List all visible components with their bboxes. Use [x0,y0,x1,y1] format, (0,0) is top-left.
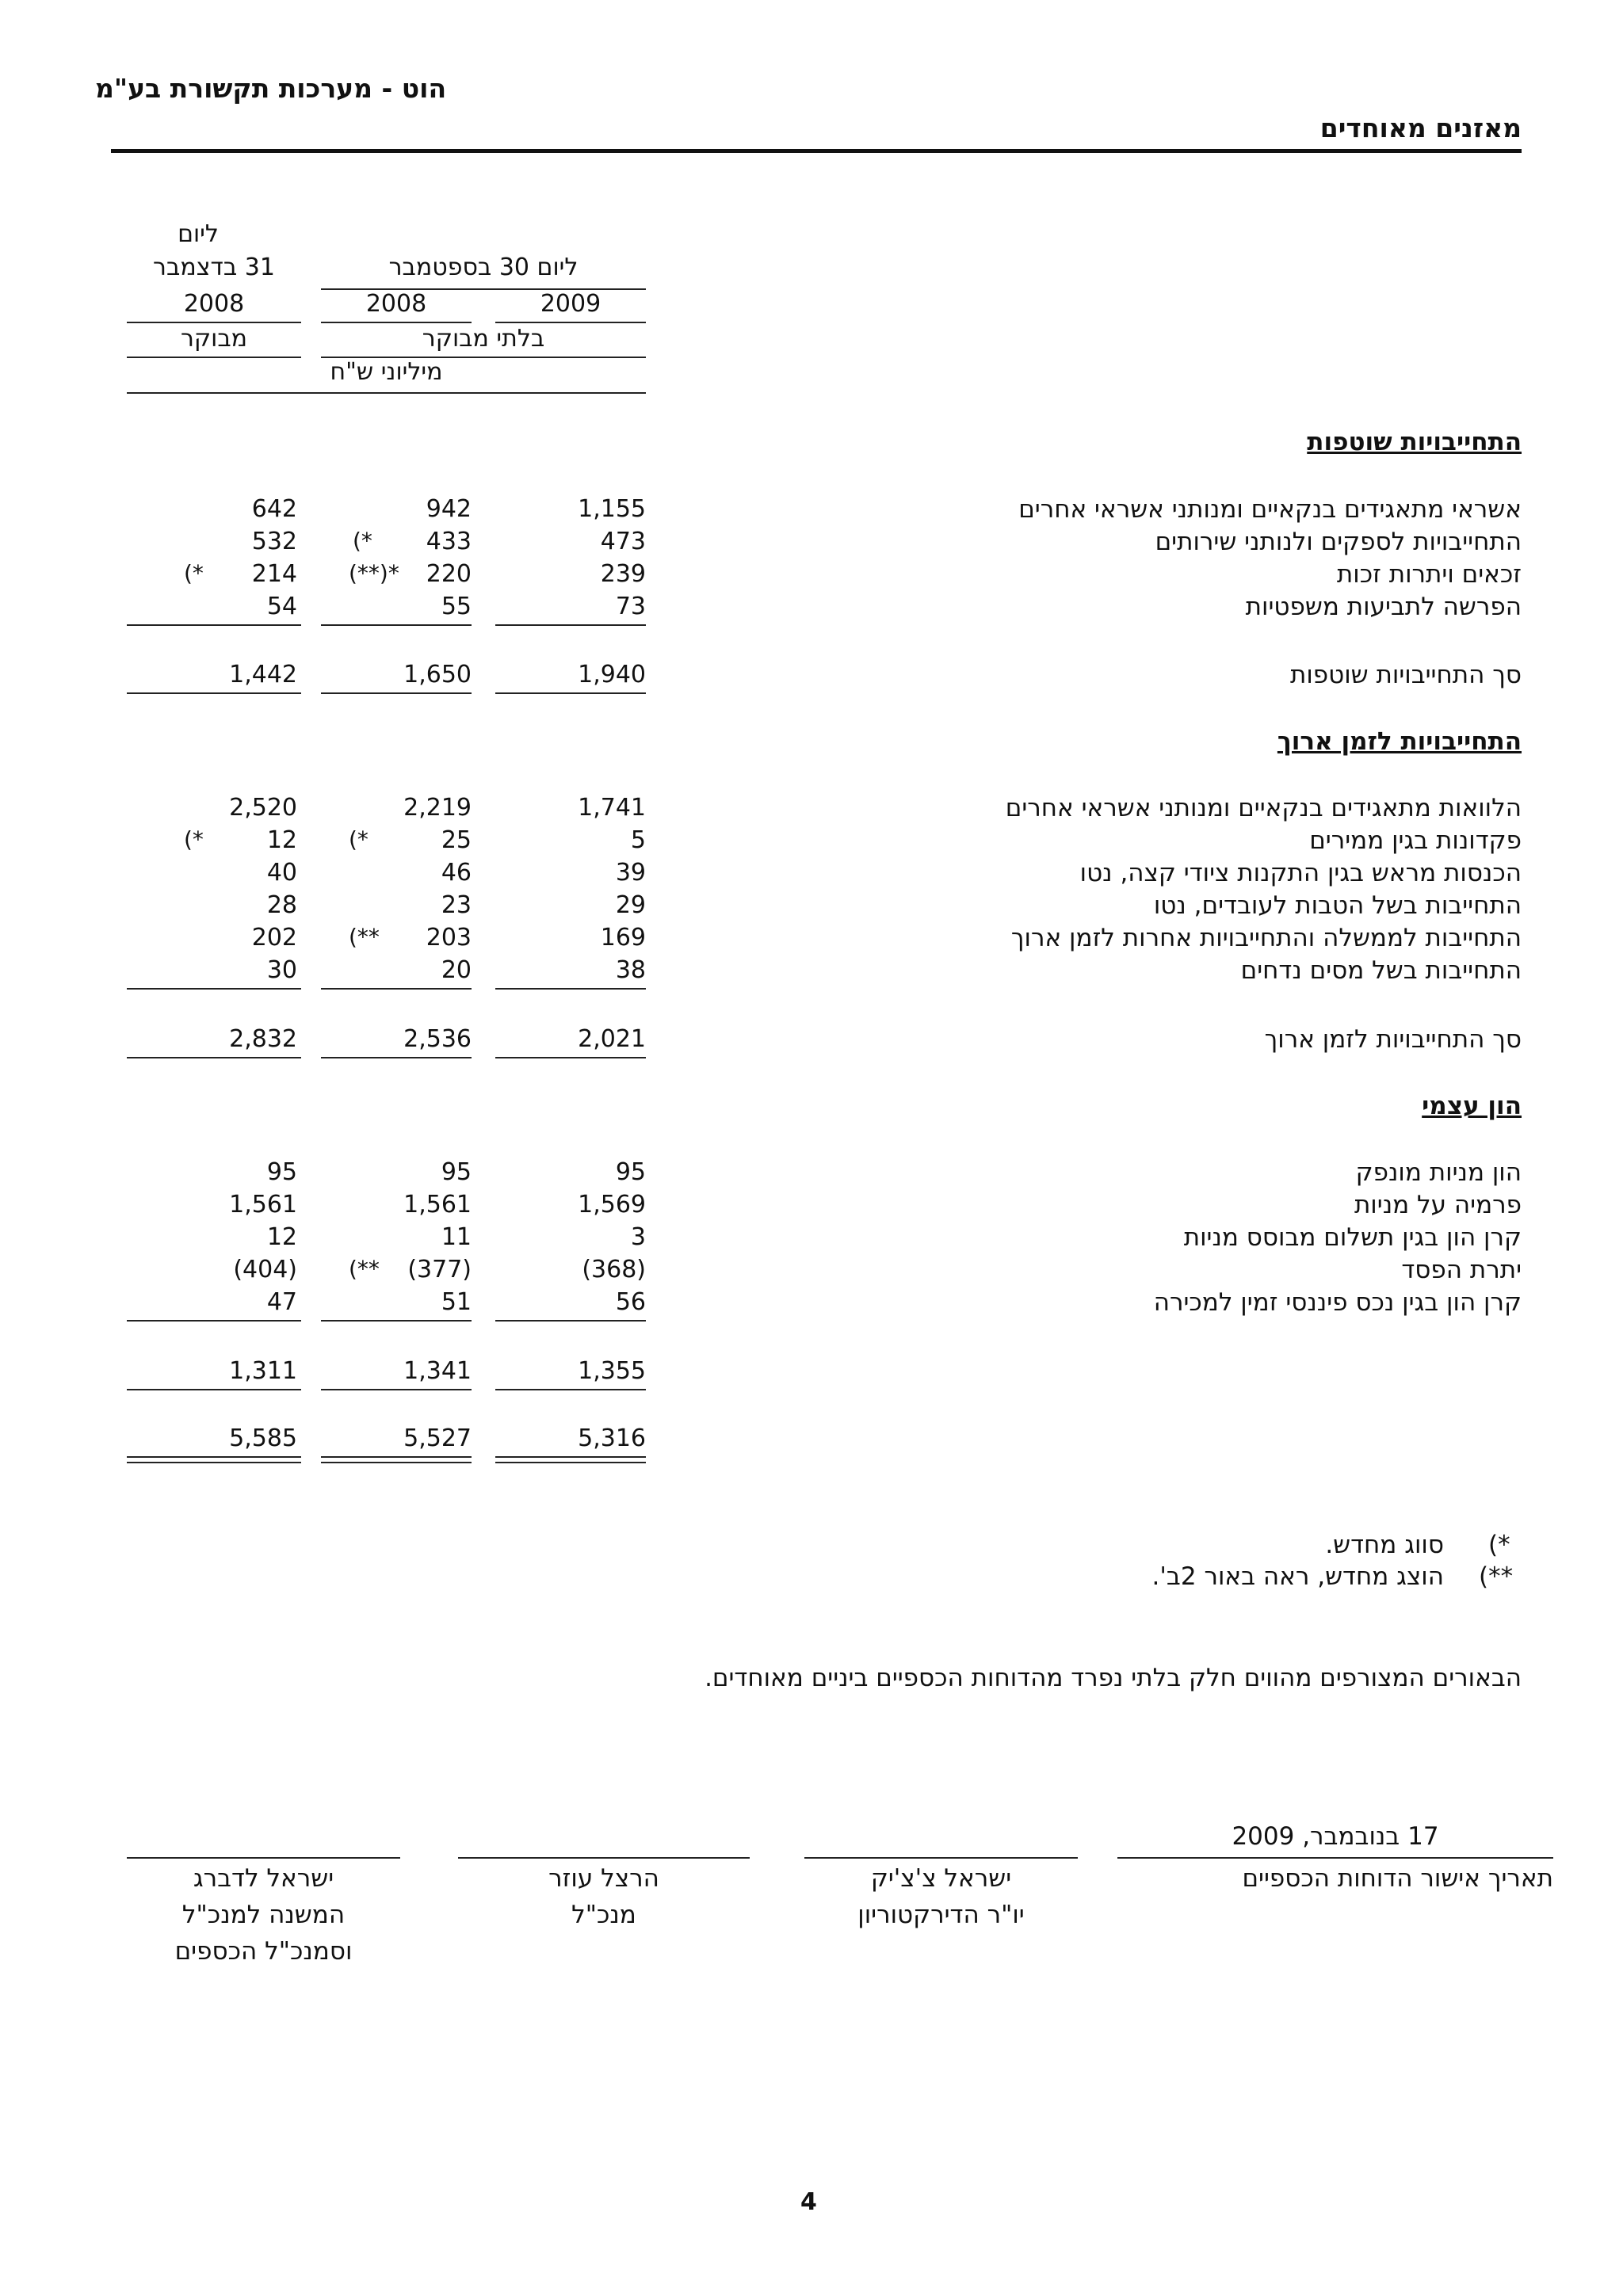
value-2009: 3 [630,1223,646,1251]
col-dec-top: ליום [178,220,219,248]
rule-units [127,392,646,394]
subtotal-rule [321,1320,472,1322]
signatory-name: ישראל לדברג [193,1864,334,1893]
section-equity: הון עצמי [1422,1092,1522,1120]
col-sep-date: ליום 30 בספטמבר [388,254,579,281]
footnote-text: הוצג מחדש, ראה באור 2ב'. [1151,1562,1444,1591]
value-sep-2008: 20 [441,956,472,984]
footnote-mark: (**)* [349,560,399,586]
value-dec-2008: 12 [266,1223,297,1251]
footnote-mark: (* [1488,1531,1510,1559]
double-rule [127,1456,301,1463]
value-2009: 56 [615,1288,646,1316]
footnote-mark: (** [349,924,380,950]
signature-line [1117,1857,1553,1859]
value-dec-2008: 28 [266,891,297,919]
total-rule [321,1057,472,1058]
total-rule [127,692,301,694]
value-2009: 169 [600,924,646,952]
col-audited: מבוקר [180,325,248,353]
double-rule [495,1456,646,1463]
value-sep-2008: 51 [441,1288,472,1316]
value-dec-2008: 95 [266,1158,297,1186]
value-sep-2008: 942 [426,495,472,523]
total-2009: 1,355 [578,1357,646,1385]
value-dec-2008: 47 [266,1288,297,1316]
footnote-mark: (* [349,826,369,852]
subtotal-rule [127,624,301,626]
subtotal-rule [495,988,646,990]
rule-year-2009 [495,322,646,323]
value-sep-2008: 433 [426,528,472,555]
approval-date: 17 בנובמבר, 2009 [1232,1822,1439,1851]
total-rule [321,1389,472,1390]
rule-year-2008 [321,322,472,323]
value-sep-2008: 1,561 [403,1191,472,1219]
header-rule [111,149,1522,153]
total-rule [321,692,472,694]
value-dec-2008: 532 [251,528,297,555]
value-sep-2008: 23 [441,891,472,919]
footnote-mark: (* [353,528,372,554]
grand-total-dec-2008: 5,585 [229,1425,297,1452]
approval-label: תאריך אישור הדוחות הכספיים [1242,1864,1553,1893]
col-dec-date: 31 בדצמבר [153,254,275,281]
subtotal-rule [495,1320,646,1322]
signature-line [804,1857,1078,1859]
signatory-title: וסמנכ"ל הכספים [174,1937,353,1966]
col-year-sep-2009: 2009 [540,290,601,318]
value-sep-2008: 203 [426,924,472,952]
row-label: התחייבות בשל מסים נדחים [1240,956,1522,985]
value-dec-2008: 202 [251,924,297,952]
total-rule [127,1057,301,1058]
col-units: מיליוני ש"ח [330,358,443,386]
grand-total-2009: 5,316 [578,1425,646,1452]
total-rule [127,1389,301,1390]
signature-line [127,1857,400,1859]
company-name: הוט - מערכות תקשורת בע"מ [95,73,447,104]
signatory-title: יו"ר הדירקטוריון [857,1901,1025,1929]
col-year-dec: 2008 [183,290,245,318]
value-sep-2008: 2,219 [403,794,472,822]
col-unaudited: בלתי מבוקר [422,325,545,353]
value-2009: 38 [615,956,646,984]
row-label: קרן הון בגין תשלום מבוסס מניות [1183,1223,1522,1252]
signature-line [458,1857,750,1859]
row-label: יתרת הפסד [1401,1256,1522,1284]
row-label: הון מניות מונפק [1355,1158,1522,1187]
subtotal-rule [127,988,301,990]
signatory-cfo [127,1860,400,1970]
signatory-chair [804,1860,1078,1933]
row-label: פרמיה על מניות [1354,1191,1522,1219]
row-label: הכנסות מראש בגין התקנות ציודי קצה, נטו [1079,859,1522,887]
value-2009: 73 [615,593,646,620]
grand-total-sep-2008: 5,527 [403,1425,472,1452]
value-2009: 1,569 [578,1191,646,1219]
signatory-name: ישראל צ'צ'יק [870,1864,1012,1893]
row-label: פקדונות בגין ממירים [1309,826,1522,855]
footnote-mark: (* [184,560,204,586]
value-2009: 5 [630,826,646,854]
total-2009: 2,021 [578,1025,646,1053]
row-label: הפרשה לתביעות משפטיות [1245,593,1522,621]
total-sep-2008: 2,536 [403,1025,472,1053]
row-label: אשראי מתאגידים בנקאיים ומנותני אשראי אחרים [1018,495,1522,524]
total-dec-2008: 2,832 [229,1025,297,1053]
subtotal-rule [321,624,472,626]
row-label: התחייבות בשל הטבות לעובדים, נטו [1153,891,1522,920]
value-dec-2008: 1,561 [229,1191,297,1219]
total-2009: 1,940 [578,661,646,688]
value-2009: 239 [600,560,646,588]
value-2009: 39 [615,859,646,887]
value-2009: 473 [600,528,646,555]
signatory-ceo [458,1860,750,1933]
row-label: התחייבות לממשלה והתחייבויות אחרות לזמן ארוך [1010,924,1522,952]
footnote-text: סווג מחדש. [1325,1531,1444,1559]
document-title: מאזנים מאוחדים [1319,113,1522,143]
row-label: קרן הון בגין נכס פיננסי זמין למכירה [1153,1288,1522,1317]
value-dec-2008: 12 [266,826,297,854]
total-rule [495,1389,646,1390]
value-dec-2008: 2,520 [229,794,297,822]
row-label: סך התחייבויות לזמן ארוך [1264,1025,1522,1054]
total-dec-2008: 1,442 [229,661,297,688]
value-dec-2008: 40 [266,859,297,887]
value-dec-2008: 54 [266,593,297,620]
total-sep-2008: 1,341 [403,1357,472,1385]
signatory-name: הרצל עוזר [548,1864,659,1893]
total-sep-2008: 1,650 [403,661,472,688]
value-sep-2008: 95 [441,1158,472,1186]
footnote-mark: (** [349,1256,380,1282]
total-rule [495,692,646,694]
subtotal-rule [321,988,472,990]
value-dec-2008: 642 [251,495,297,523]
value-dec-2008: 214 [251,560,297,588]
section-current-liabilities: התחייבויות שוטפות [1307,428,1522,456]
value-2009: 1,741 [578,794,646,822]
value-sep-2008: (377) [407,1256,472,1283]
value-dec-2008: 30 [266,956,297,984]
row-label: זכאים ויתרות זכות [1336,560,1522,589]
subtotal-rule [127,1320,301,1322]
section-longterm-liabilities: התחייבויות לזמן ארוך [1277,727,1522,756]
row-label: הלוואות מתאגידים בנקאיים ומנותני אשראי אחרים [1005,794,1522,822]
notes-statement: הבאורים המצורפים מהווים חלק בלתי נפרד מהדוחות הכספיים ביניים מאוחדים. [705,1664,1522,1692]
subtotal-rule [495,624,646,626]
col-year-sep-2008: 2008 [365,290,427,318]
value-sep-2008: 11 [441,1223,472,1251]
row-label: סך התחייבויות שוטפות [1289,661,1522,689]
total-rule [495,1057,646,1058]
row-label: התחייבויות לספקים ולנותני שירותים [1155,528,1522,556]
signatory-title: מנכ"ל [571,1901,636,1929]
value-2009: 1,155 [578,495,646,523]
double-rule [321,1456,472,1463]
total-dec-2008: 1,311 [229,1357,297,1385]
signatory-title: המשנה למנכ"ל [181,1901,346,1929]
value-sep-2008: 55 [441,593,472,620]
rule-year-dec [127,322,301,323]
value-dec-2008: (404) [233,1256,297,1283]
value-sep-2008: 46 [441,859,472,887]
footnote-mark: (** [1479,1562,1514,1591]
page-number: 4 [800,2188,817,2216]
value-sep-2008: 220 [426,560,472,588]
footnote-mark: (* [184,826,204,852]
value-sep-2008: 25 [441,826,472,854]
value-2009: (368) [582,1256,646,1283]
value-2009: 29 [615,891,646,919]
value-2009: 95 [615,1158,646,1186]
